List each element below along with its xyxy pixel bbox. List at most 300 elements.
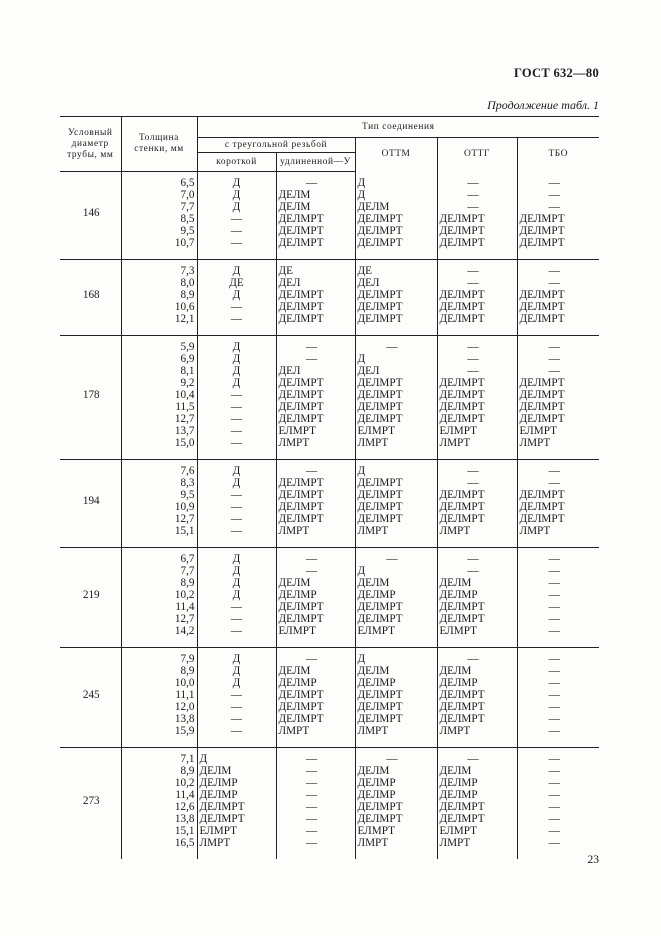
ottm-cell [355,460,437,548]
cell-value: Д [232,189,241,201]
cell-value: — [305,353,318,365]
cell-value: 9,5 [180,489,195,501]
cell-value: ЕЛМРТ [278,425,316,437]
cell-value: — [467,365,479,377]
column-header-ottm: ОТТМ [355,138,437,172]
cell-value: — [548,177,560,189]
cell-value: 12,7 [174,513,195,525]
cell-value: ДЕЛМРТ [519,377,565,389]
cell-value: — [548,665,560,677]
cell-value: Д [232,477,241,489]
short-cell [197,548,276,648]
cell-value: ДЕЛМРТ [357,477,403,489]
table-row [60,548,599,648]
cell-value: ДЕЛ [278,277,301,289]
cell-value: — [467,353,479,365]
cell-value: — [548,753,560,765]
cell-value: ДЕЛМРТ [439,401,485,413]
cell-value: Д [357,177,366,189]
cell-value: — [548,553,560,565]
cell-value: — [548,801,560,813]
cell-value: ДЕЛМРТ [357,413,403,425]
cell-value: 10,6 [174,301,195,313]
cell-value: Д [232,377,241,389]
cell-value: 12,0 [174,701,195,713]
ottg-cell [437,648,517,748]
cell-value: ДЕЛМРТ [199,801,245,813]
cell-value: — [305,837,318,849]
short-cell [197,260,276,336]
cell-value: — [230,437,243,449]
cell-value: ЛМРТ [357,525,389,537]
cell-value: — [467,265,479,277]
extended-cell [276,260,355,336]
cell-value: ДЕЛМРТ [439,501,485,513]
tbo-cell [517,548,599,648]
cell-value: 7,7 [180,565,195,577]
thickness-cell [121,748,197,860]
cell-value: — [305,777,318,789]
cell-value: ДЕЛМРТ [357,237,403,249]
diameter-cell: 245 [60,648,121,748]
cell-value: ДЕЛМРТ [357,289,403,301]
cell-value: ДЕЛМРТ [278,389,324,401]
cell-value: — [305,177,318,189]
cell-value: 10,0 [174,677,195,689]
cell-value: ДЕЛМ [357,665,390,677]
cell-value: — [467,477,479,489]
cell-value: ДЕЛМРТ [278,689,324,701]
table-body [60,172,599,859]
cell-value: ДЕЛМРТ [278,237,324,249]
cell-value: Д [232,341,241,353]
cell-value: — [230,601,243,613]
cell-value: ДЕЛМРТ [439,389,485,401]
cell-value: ДЕЛМРТ [357,225,403,237]
cell-value: ДЕЛМРТ [519,401,565,413]
column-header-ottg: ОТТГ [437,138,517,172]
ottm-cell [355,548,437,648]
cell-value: — [548,725,560,737]
cell-value: ЛМРТ [278,725,310,737]
cell-value: ДЕ [357,265,372,277]
cell-value: — [548,589,560,601]
cell-value: 11,4 [175,789,195,801]
cell-value: ДЕЛМРТ [278,513,324,525]
thickness-cell [121,336,197,460]
cell-value: — [305,653,318,665]
diameter-cell: 273 [82,795,100,807]
cell-value: 11,4 [175,601,195,613]
cell-value: ДЕЛМРТ [357,713,403,725]
tbo-cell [517,460,599,548]
cell-value: ДЕЛМРТ [199,813,245,825]
extended-cell [276,460,355,548]
cell-value: 6,5 [180,177,195,189]
ottg-cell [437,748,517,860]
cell-value: — [305,565,318,577]
cell-value: ДЕЛМРТ [278,401,324,413]
cell-value: Д [232,201,241,213]
cell-value: ДЕЛМРТ [357,213,403,225]
tbo-cell [517,648,599,748]
table-row [60,748,599,860]
cell-value: ДЕЛМРТ [439,801,485,813]
ottm-cell [355,648,437,748]
cell-value: — [548,677,560,689]
cell-value: — [548,189,560,201]
cell-value: — [230,213,243,225]
column-header-connection-type: Тип соединения [197,117,599,138]
cell-value: Д [357,465,366,477]
cell-value: 8,3 [180,477,195,489]
ottg-cell [437,172,517,260]
cell-value: ЛМРТ [439,525,471,537]
cell-value: — [230,713,243,725]
tbo-cell [517,260,599,336]
cell-value: ЛМРТ [519,525,551,537]
cell-value: 13,8 [174,813,195,825]
cell-value: Д [232,289,241,301]
cell-value: 10,2 [174,589,195,601]
short-cell [197,460,276,548]
cell-value: ДЕЛМРТ [278,477,324,489]
cell-value: — [305,465,318,477]
extended-cell [276,336,355,460]
cell-value: — [548,765,560,777]
cell-value: — [230,489,243,501]
cell-value: — [230,525,243,537]
diameter-cell: 146 [60,172,121,260]
cell-value: Д [232,665,241,677]
cell-value: 15,1 [174,525,195,537]
cell-value: 7,0 [180,189,195,201]
column-header-thickness: Толщина стенки, мм [121,117,197,172]
column-header-triangular-thread: с треугольной резьбой [197,138,355,153]
table-row-group [60,648,599,748]
cell-value: ДЕЛМРТ [357,613,403,625]
cell-value: ДЕЛМРТ [519,413,565,425]
short-cell [197,336,276,460]
cell-value: ДЕЛМРТ [439,301,485,313]
table-row [60,260,599,336]
cell-value: ДЕЛМРТ [357,489,403,501]
cell-value: ДЕЛМРТ [439,601,485,613]
cell-value: — [305,765,318,777]
cell-value: — [230,389,243,401]
cell-value: — [548,465,560,477]
cell-value: ДЕЛМР [199,789,238,801]
cell-value: ДЕЛМ [278,201,311,213]
cell-value: ДЕЛ [278,365,301,377]
cell-value: 6,7 [180,553,195,565]
cell-value: ДЕЛМР [439,677,478,689]
cell-value: 8,9 [180,577,195,589]
cell-value: — [548,341,560,353]
cell-value: — [305,341,318,353]
cell-value: 10,9 [174,501,195,513]
cell-value: — [548,825,560,837]
cell-value: Д [232,577,241,589]
cell-value: — [548,689,560,701]
cell-value: Д [199,753,208,765]
cell-value: — [230,225,243,237]
cell-value: ЕЛМРТ [357,825,395,837]
cell-value: — [548,713,560,725]
cell-value: ДЕЛМР [439,589,478,601]
diameter-cell: 194 [60,460,121,548]
cell-value: ЕЛМРТ [439,825,477,837]
extended-cell [276,548,355,648]
cell-value: 7,7 [180,201,195,213]
cell-value: 9,5 [180,225,195,237]
cell-value: — [230,689,243,701]
cell-value: ДЕЛМР [278,677,317,689]
cell-value: ЕЛМРТ [439,625,477,637]
cell-value: — [467,341,479,353]
cell-value: ДЕЛМРТ [357,689,403,701]
cell-value: 5,9 [180,341,195,353]
cell-value: ЛМРТ [519,437,551,449]
cell-value: — [230,513,243,525]
cell-value: ЛМРТ [357,437,389,449]
cell-value: — [230,625,243,637]
extended-cell [276,748,355,860]
cell-value: ДЕЛМРТ [278,701,324,713]
cell-value: Д [232,565,241,577]
cell-value: Д [232,589,241,601]
cell-value: ЕЛМРТ [278,625,316,637]
cell-value: ДЕЛМ [357,201,390,213]
thickness-cell [121,260,197,336]
cell-value: 8,9 [180,289,195,301]
cell-value: — [467,565,479,577]
thickness-cell [121,460,197,548]
cell-value: ДЕЛМРТ [439,689,485,701]
cell-value: — [305,801,318,813]
cell-value: 6,9 [180,353,195,365]
ottm-cell [355,260,437,336]
cell-value: — [548,577,560,589]
cell-value: Д [232,553,241,565]
cell-value: — [467,201,479,213]
cell-value: 13,8 [174,713,195,725]
table-row-group [60,548,599,648]
cell-value: ДЕЛМ [439,765,472,777]
cell-value: — [305,553,318,565]
cell-value: — [467,753,479,765]
cell-value: — [386,753,398,765]
cell-value: ДЕЛМРТ [357,701,403,713]
cell-value: — [467,465,479,477]
cell-value: ЛМРТ [278,525,310,537]
cell-value: ДЕЛМР [439,789,478,801]
cell-value: ДЕЛМРТ [519,513,565,525]
extended-cell [276,648,355,748]
cell-value: — [548,625,560,637]
cell-value: 8,9 [180,665,195,677]
cell-value: 15,0 [174,437,195,449]
cell-value: 12,7 [174,413,195,425]
cell-value: ДЕЛМ [439,577,472,589]
cell-value: ДЕЛМРТ [278,377,324,389]
cell-value: ЕЛМРТ [519,425,557,437]
cell-value: Д [232,177,241,189]
cell-value: — [548,701,560,713]
cell-value: ДЕЛМ [278,665,311,677]
ottg-cell [437,336,517,460]
tbo-cell [517,172,599,260]
ottg-cell [437,460,517,548]
cell-value: — [230,701,243,713]
cell-value: — [230,301,243,313]
cell-value: ЛМРТ [439,725,471,737]
cell-value: — [548,601,560,613]
cell-value: ДЕЛМРТ [278,225,324,237]
cell-value: — [230,413,243,425]
cell-value: — [467,189,479,201]
short-cell [197,748,276,860]
table-row-group [60,172,599,260]
cell-value: — [305,789,318,801]
cell-value: — [548,265,560,277]
ottm-cell [355,172,437,260]
cell-value: — [548,277,560,289]
cell-value: 7,6 [180,465,195,477]
document-code: ГОСТ 632—80 [513,66,599,80]
cell-value: ДЕЛМРТ [357,813,403,825]
cell-value: ДЕЛМРТ [278,601,324,613]
diameter-cell: 168 [60,260,121,336]
cell-value: ДЕЛМР [199,777,238,789]
cell-value: 7,9 [180,653,195,665]
table-row [60,336,599,460]
cell-value: ДЕЛМРТ [439,613,485,625]
cell-value: Д [232,465,241,477]
cell-value: Д [232,353,241,365]
cell-value: ДЕЛМРТ [439,413,485,425]
ottg-cell [437,260,517,336]
column-header-extended: удлиненной—У [276,153,355,172]
cell-value: — [548,353,560,365]
cell-value: ДЕЛМР [278,589,317,601]
cell-value: ДЕЛМРТ [519,289,565,301]
cell-value: 7,3 [180,265,195,277]
cell-value: Д [232,265,241,277]
cell-value: ДЕЛМРТ [439,701,485,713]
cell-value: ДЕЛМРТ [278,501,324,513]
cell-value: — [230,401,243,413]
cell-value: ДЕЛМРТ [278,301,324,313]
cell-value: Д [232,677,241,689]
cell-value: 15,9 [174,725,195,737]
cell-value: ДЕЛМРТ [439,513,485,525]
cell-value: ДЕЛМ [357,577,390,589]
cell-value: Д [232,653,241,665]
cell-value: Д [357,565,366,577]
cell-value: ДЕЛМРТ [357,801,403,813]
short-cell [197,172,276,260]
cell-value: ДЕЛМРТ [278,713,324,725]
cell-value: — [467,177,479,189]
cell-value: 10,4 [174,389,195,401]
cell-value: — [305,825,318,837]
ottm-cell [355,336,437,460]
cell-value: — [548,837,560,849]
table-row-group [60,336,599,460]
extended-cell [276,172,355,260]
tbo-cell [517,336,599,460]
cell-value: ДЕЛМР [357,777,396,789]
ottg-cell [437,548,517,648]
cell-value: Д [357,353,366,365]
diameter-cell: 178 [60,336,121,460]
cell-value: ДЕЛМРТ [278,313,324,325]
cell-value: ДЕ [229,277,244,289]
cell-value: — [548,813,560,825]
cell-value: 11,1 [175,689,195,701]
cell-value: ЕЛМРТ [357,425,395,437]
cell-value: ДЕЛМРТ [357,401,403,413]
cell-value: ДЕ [278,265,293,277]
cell-value: ЛМРТ [357,837,389,849]
cell-value: — [386,341,398,353]
cell-value: ДЕЛМ [278,577,311,589]
cell-value: 12,7 [174,613,195,625]
thickness-cell [121,648,197,748]
thickness-cell [121,548,197,648]
cell-value: ДЕЛМРТ [439,713,485,725]
cell-value: ДЕЛМРТ [278,613,324,625]
cell-value: 16,5 [174,837,195,849]
cell-value: 8,9 [180,765,195,777]
short-cell [197,648,276,748]
table-row-group [60,748,599,860]
connection-types-table [60,116,599,859]
cell-value: — [230,501,243,513]
cell-value: 10,2 [174,777,195,789]
cell-value: 8,1 [180,365,195,377]
cell-value: — [230,613,243,625]
cell-value: — [548,789,560,801]
cell-value: ЕЛМРТ [357,625,395,637]
cell-value: Д [232,365,241,377]
cell-value: Д [357,653,366,665]
thickness-cell [121,172,197,260]
page-number: 23 [587,854,599,866]
cell-value: — [548,201,560,213]
cell-value: ДЕЛМРТ [439,289,485,301]
ottm-cell [355,748,437,860]
cell-value: ДЕЛМРТ [519,213,565,225]
cell-value: — [230,425,243,437]
cell-value: ДЕЛМРТ [519,489,565,501]
cell-value: — [548,365,560,377]
cell-value: ДЕЛМРТ [519,501,565,513]
cell-value: ДЕЛМРТ [357,313,403,325]
cell-value: 8,0 [180,277,195,289]
cell-value: — [548,777,560,789]
cell-value: ЕЛМРТ [199,825,237,837]
column-header-diameter: Условный диаметр трубы, мм [60,117,121,172]
table-row-group [60,260,599,336]
cell-value: ДЕЛМРТ [357,389,403,401]
cell-value: ДЕЛМР [357,789,396,801]
cell-value: 9,2 [180,377,195,389]
cell-value: ДЕЛМ [278,189,311,201]
cell-value: 15,1 [174,825,195,837]
cell-value: ЛМРТ [278,437,310,449]
